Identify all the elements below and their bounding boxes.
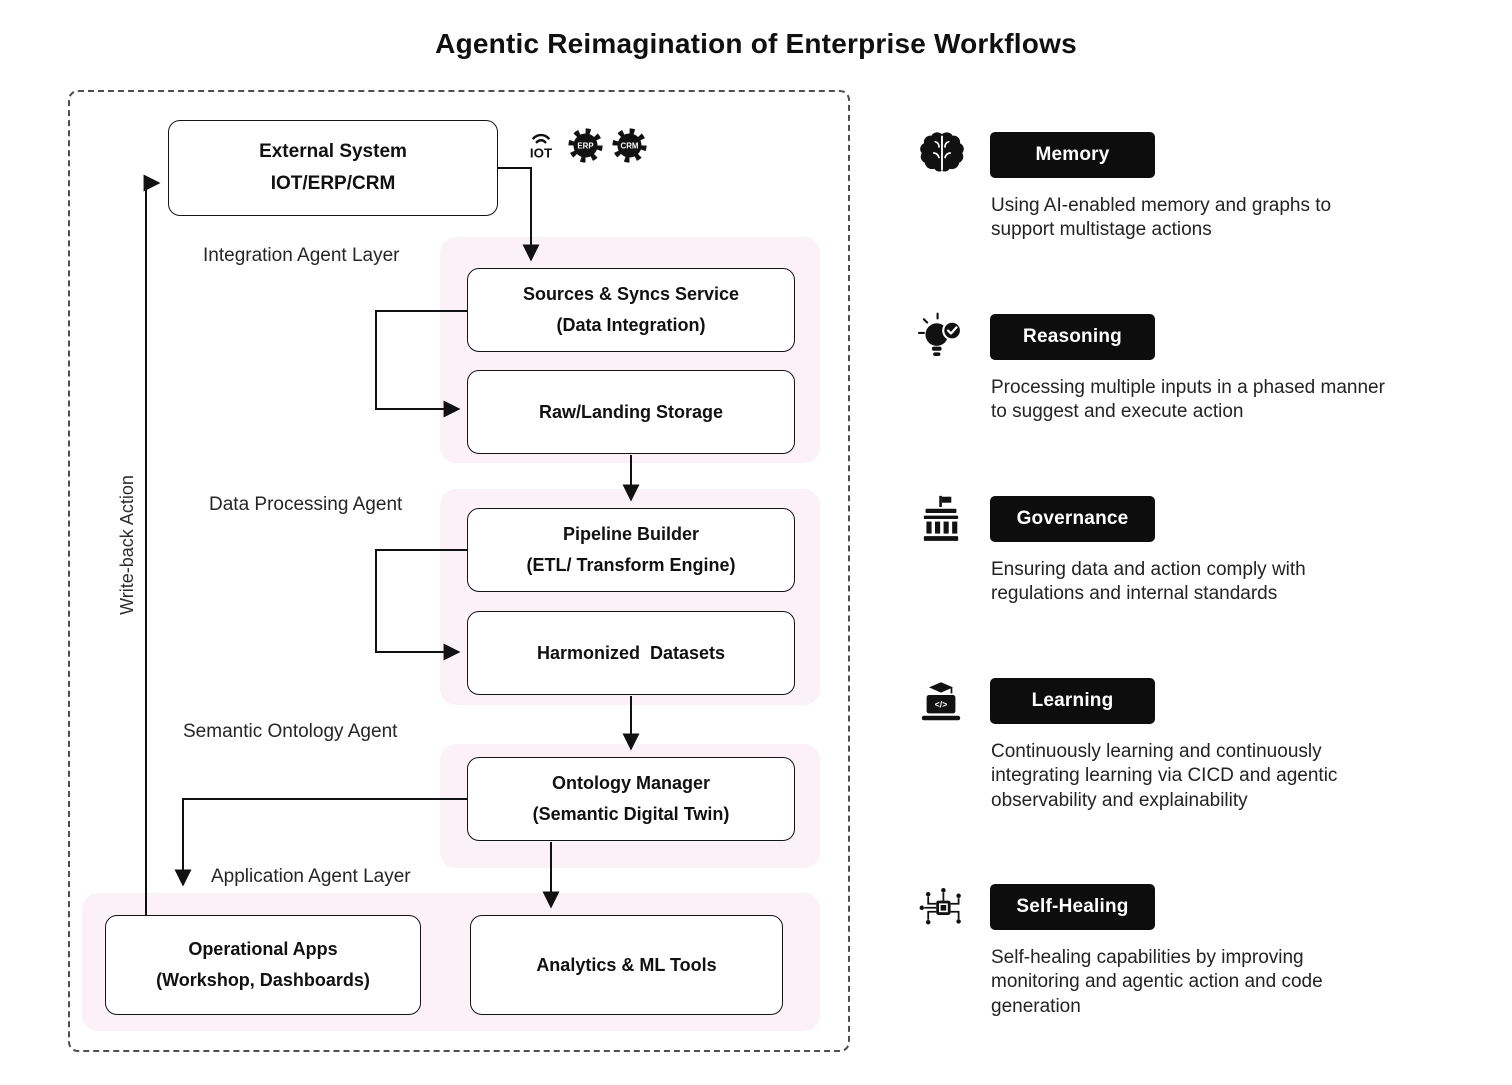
data-processing-layer-label: Data Processing Agent (209, 494, 403, 515)
learning-label: Learning (1031, 690, 1114, 711)
pipeline-builder-node (467, 508, 795, 592)
integration-layer-label: Integration Agent Layer (203, 245, 400, 266)
learning-description: Continuously learning and continuously integrating learning via CICD and agentic observability and explainability (991, 741, 1338, 811)
governance-icon (916, 494, 966, 544)
memory-label: Memory (1035, 144, 1110, 165)
learning-icon (916, 678, 966, 728)
svg-text:IOT: IOT (529, 145, 553, 161)
sources-syncs-title: Sources & Syncs Service (522, 284, 740, 304)
reasoning-icon (915, 312, 965, 362)
writeback-action-label: Write-back Action (117, 475, 137, 615)
application-layer-label: Application Agent Layer (211, 866, 411, 887)
external-system-node (168, 120, 498, 216)
reasoning-label-pill (990, 314, 1155, 360)
analytics-ml-tools-title: Analytics & ML Tools (536, 954, 717, 975)
ontology-manager-subtitle: (Semantic Digital Twin) (532, 804, 730, 824)
self-healing-description: Self-healing capabilities by improving monitoring and agentic action and code generation (991, 947, 1323, 1017)
governance-description: Ensuring data and action comply with regulations and internal standards (991, 559, 1306, 605)
harmonized-datasets-node (467, 611, 795, 695)
ontology-manager-title: Ontology Manager (551, 773, 710, 793)
memory-label-pill (990, 132, 1155, 178)
svg-text:</>: </> (934, 699, 948, 710)
pipeline-builder-title: Pipeline Builder (562, 524, 700, 544)
crm-gear-icon (611, 127, 648, 169)
svg-text:ERP: ERP (577, 141, 594, 151)
reasoning-label: Reasoning (1023, 326, 1122, 347)
raw-landing-storage-title: Raw/Landing Storage (538, 401, 724, 422)
svg-text:CRM: CRM (620, 141, 639, 151)
governance-label: Governance (1016, 508, 1129, 529)
self-healing-label-pill (990, 884, 1155, 930)
learning-label-pill (990, 678, 1155, 724)
sources-syncs-subtitle: (Data Integration) (556, 315, 706, 335)
raw-landing-storage-node (467, 370, 795, 454)
brain-icon (917, 128, 967, 178)
operational-apps-title: Operational Apps (188, 939, 338, 959)
pipeline-builder-subtitle: (ETL/ Transform Engine) (526, 555, 736, 575)
page-title: Agentic Reimagination of Enterprise Workflows (435, 28, 1077, 59)
external-system-title: External System (259, 141, 407, 162)
operational-apps-node (105, 915, 421, 1015)
operational-apps-subtitle: (Workshop, Dashboards) (156, 970, 370, 990)
analytics-ml-tools-node (470, 915, 783, 1015)
reasoning-description: Processing multiple inputs in a phased manner to suggest and execute action (991, 377, 1385, 423)
semantic-layer-label: Semantic Ontology Agent (183, 721, 398, 742)
erp-gear-icon (567, 127, 604, 169)
memory-description: Using AI-enabled memory and graphs to support multistage actions (991, 195, 1332, 241)
external-system-icons (522, 126, 648, 169)
sources-syncs-node (467, 268, 795, 352)
self-healing-icon (916, 882, 966, 932)
harmonized-datasets-title: Harmonized Datasets (536, 642, 726, 663)
self-healing-label: Self-Healing (1016, 896, 1129, 917)
external-system-subtitle: IOT/ERP/CRM (270, 173, 396, 194)
iot-icon (522, 126, 560, 169)
governance-label-pill (990, 496, 1155, 542)
ontology-manager-node (467, 757, 795, 841)
